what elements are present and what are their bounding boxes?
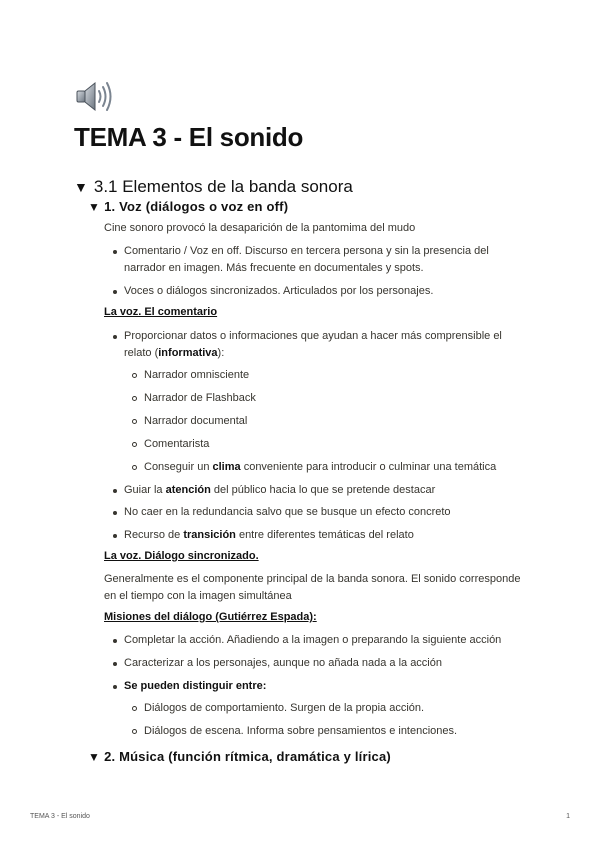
- bold-term: transición: [183, 529, 236, 541]
- underlined-label: Misiones del diálogo (Gutiérrez Espada):: [104, 611, 317, 623]
- sub-list-item: Comentarista: [144, 436, 524, 453]
- text-span: conveniente para introducir o culminar una temática: [240, 461, 497, 473]
- subsection-heading-text: 1. Voz (diálogos o voz en off): [104, 199, 289, 214]
- page-title: TEMA 3 - El sonido: [74, 122, 304, 152]
- paragraph: Generalmente es el componente principal de la banda sonora. El sonido corresponde en el tiempo con la imagen simultánea: [104, 573, 521, 602]
- list-item: No caer en la redundancia salvo que se busque un efecto concreto: [124, 504, 524, 521]
- list-item: [124, 678, 524, 695]
- text-span: entre diferentes temáticas del relato: [235, 529, 414, 541]
- bold-term: clima: [212, 461, 241, 473]
- list-item: Completar la acción. Añadiendo a la imagen o preparando la siguiente acción: [124, 632, 524, 649]
- text-span: Conseguir un: [144, 461, 213, 473]
- sub-list-item: Narrador omnisciente: [144, 367, 524, 384]
- list-item: [124, 527, 524, 544]
- toggle-triangle-icon[interactable]: ▼: [88, 750, 101, 764]
- sub-list-item: [144, 459, 524, 476]
- list-item: [124, 328, 524, 362]
- toggle-triangle-icon[interactable]: ▼: [74, 179, 88, 195]
- text-span: ):: [217, 347, 225, 359]
- bold-term: atención: [165, 484, 211, 496]
- sub-list-item: Narrador de Flashback: [144, 390, 524, 407]
- speaker-icon: [74, 78, 114, 114]
- underlined-label: La voz. El comentario: [104, 306, 218, 318]
- bold-term: informativa: [158, 347, 218, 359]
- page-number: 1: [566, 813, 570, 820]
- text-span: Guiar la: [124, 484, 166, 496]
- section-heading-text: 3.1 Elementos de la banda sonora: [93, 177, 353, 196]
- subsection-heading-text: 2. Música (función rítmica, dramática y lírica): [104, 749, 391, 764]
- list-item: Voces o diálogos sincronizados. Articulados por los personajes.: [124, 283, 524, 300]
- list-item: [124, 482, 524, 499]
- bold-term: Se pueden distinguir entre:: [124, 680, 267, 692]
- text-span: del público hacia lo que se pretende destacar: [210, 484, 436, 496]
- text-span: Proporcionar datos o informaciones que ayudan a hacer más comprensible el relato (: [124, 330, 502, 359]
- toggle-triangle-icon[interactable]: ▼: [88, 200, 101, 214]
- list-item: Comentario / Voz en off. Discurso en tercera persona y sin la presencia del narrador en imagen. Más frecuente en documentales y spots.: [124, 243, 524, 277]
- section-heading[interactable]: [74, 177, 353, 197]
- footer-title: TEMA 3 - El sonido: [30, 813, 90, 820]
- subsection-heading-musica[interactable]: [88, 749, 391, 764]
- subsection-heading-voz[interactable]: [88, 199, 288, 214]
- sub-list-item: Narrador documental: [144, 413, 524, 430]
- sub-list-item: Diálogos de escena. Informa sobre pensamientos e intenciones.: [144, 723, 524, 740]
- paragraph: Cine sonoro provocó la desaparición de la pantomima del mudo: [104, 222, 416, 234]
- underlined-label: La voz. Diálogo sincronizado.: [104, 550, 259, 562]
- list-item: Caracterizar a los personajes, aunque no añada nada a la acción: [124, 655, 524, 672]
- sub-list-item: Diálogos de comportamiento. Surgen de la propia acción.: [144, 700, 524, 717]
- text-span: Recurso de: [124, 529, 184, 541]
